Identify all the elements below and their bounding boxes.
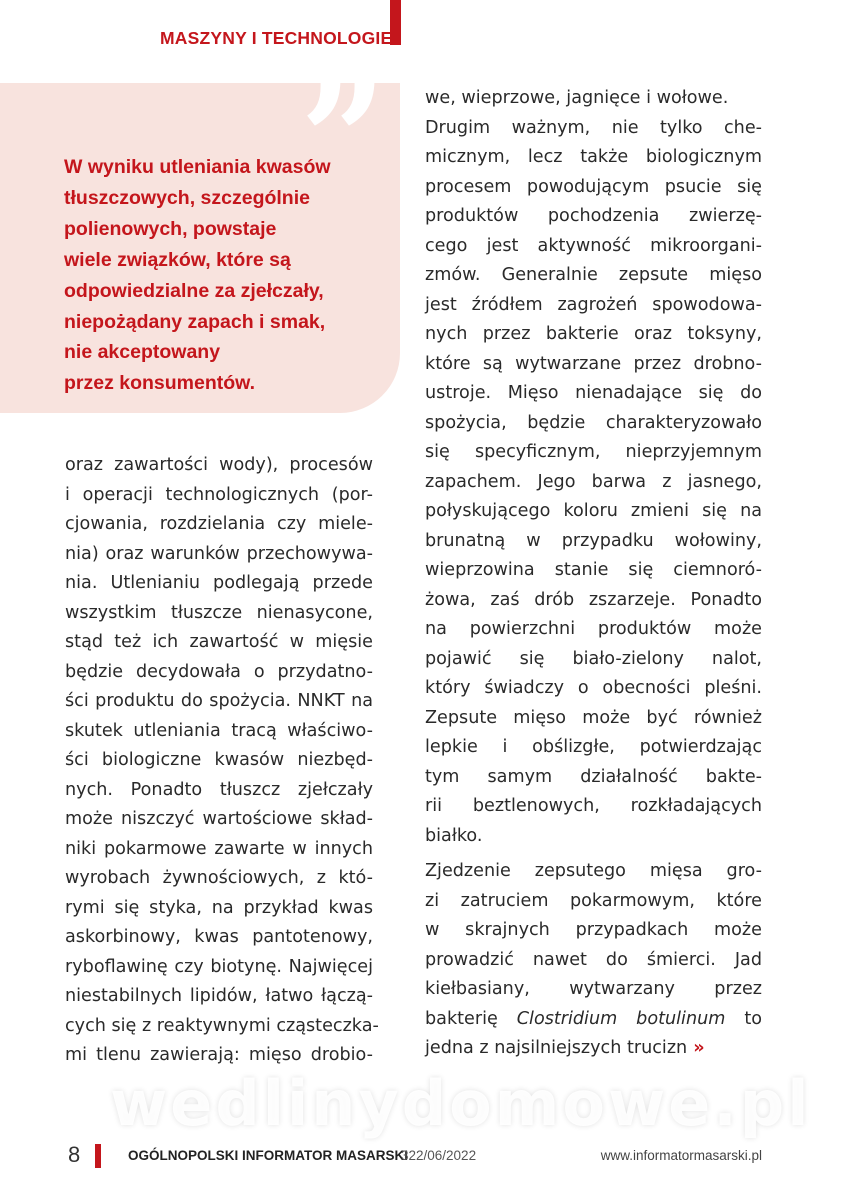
pull-quote-line: niepożądany zapach i smak, [64, 310, 326, 333]
text-line: tym samym działalność bakte- [425, 766, 762, 787]
text-line: prowadzić nawet do śmierci. Jad [425, 949, 762, 970]
pull-quote [64, 152, 384, 399]
text-line: które są wytwarzane przez drobno- [425, 353, 762, 374]
text-line: skutek utleniania tracą właściwo- [65, 720, 373, 741]
text-line: Zepsute mięso może być również [425, 707, 762, 728]
issue-number: 322/06/2022 [401, 1148, 477, 1163]
text-line: na powierzchni produktów może [425, 619, 762, 639]
text-line: ści biologiczne kwasów niezbęd- [65, 750, 373, 770]
pull-quote-line: tłuszczowych, szczególnie [64, 186, 310, 209]
text-line: Zjedzenie zepsutego mięsa gro- [425, 861, 762, 881]
text-line: askorbinowy, kwas pantotenowy, [65, 927, 373, 947]
text-line: stąd też ich zawartość w mięsie [65, 632, 373, 652]
text-line: wieprzowina stanie się ciemnoró- [425, 560, 762, 580]
pull-quote-line: nie akceptowany [64, 341, 221, 364]
text-line: ustroje. Mięso nienadające się do [425, 383, 762, 403]
pull-quote-line: odpowiedzialne za zjełczały, [64, 279, 324, 302]
text-line: się specyficznym, nieprzyjemnym [425, 442, 762, 462]
continue-chevron-icon: » [693, 1038, 705, 1058]
text-line: żowa, zaś drób zszarzeje. Ponadto [425, 589, 762, 610]
text-line: produktów pochodzenia zwierzę- [425, 206, 762, 226]
text-line: jedna z najsilniejszych trucizn » [425, 1038, 705, 1058]
text-line: lepkie i obślizgłe, potwierdzając [425, 737, 762, 757]
footer-accent-bar [95, 1144, 101, 1168]
text-line: micznym, lecz także biologicznym [425, 147, 762, 167]
text-line: bakterię Clostridium botulinum to [425, 1008, 762, 1029]
pull-quote-line: przez konsumentów. [64, 372, 256, 395]
text-line: nia. Utlenianiu podlegają przede [65, 573, 373, 593]
pull-quote-line: polienowych, powstaje [64, 217, 277, 240]
text-line: zi zatruciem pokarmowym, które [425, 890, 762, 911]
text-line: zmów. Generalnie zepsute mięso [425, 265, 762, 285]
website-link[interactable]: www.informatormasarski.pl [600, 1148, 762, 1163]
pull-quote-line: W wyniku utleniania kwasów [64, 156, 331, 178]
text-line: niestabilnych lipidów, łatwo łączą- [65, 986, 373, 1006]
text-line: kiełbasiany, wytwarzany przez [425, 979, 762, 999]
text-line: spożycia, będzie charakteryzowało [425, 412, 762, 433]
text-line: rymi się styka, na przykład kwas [65, 897, 373, 918]
page-footer [0, 1142, 843, 1172]
text-line: wyrobach żywnościowych, z któ- [65, 868, 373, 888]
text-line: ryboflawinę czy biotynę. Najwięcej [65, 956, 373, 977]
text-line: nia) oraz warunków przechowywa- [65, 543, 373, 564]
text-line: pojawić się biało-zielony nalot, [425, 648, 762, 669]
text-line: może niszczyć wartościowe skład- [65, 809, 373, 829]
watermark: wedlinydomowe.pl [110, 1067, 812, 1140]
text-line: Drugim ważnym, nie tylko che- [425, 117, 762, 138]
publication-name: OGÓLNOPOLSKI INFORMATOR MASARSKI [128, 1148, 408, 1163]
text-line: rii beztlenowych, rozkładających [425, 796, 762, 816]
text-line: procesem powodującym psucie się [425, 176, 762, 197]
text-line: niki pokarmowe zawarte w innych [65, 838, 373, 859]
text-line: ści produktu do spożycia. NNKT na [65, 691, 373, 711]
pull-quote-line: wiele związków, które są [64, 248, 291, 271]
text-line: nych. Ponadto tłuszcz zjełczały [65, 779, 373, 800]
text-line: nych przez bakterie oraz toksyny, [425, 324, 762, 344]
text-line: połyskującego koloru zmieni się na [425, 501, 762, 521]
text-line: będzie decydowała o przydatno- [65, 661, 373, 682]
page-number: 8 [68, 1142, 81, 1167]
article-column-left [65, 451, 379, 1071]
text-line: białko. [425, 825, 483, 846]
article-column-right [425, 84, 762, 1064]
text-line: zapachem. Jego barwa z jasnego, [425, 471, 762, 492]
text-line: cych się z reaktywnymi cząsteczka- [65, 1015, 379, 1036]
text-line: wszystkim tłuszcze nienasycone, [65, 602, 373, 623]
text-line: oraz zawartości wody), procesów [65, 455, 373, 475]
text-line: mi tlenu zawierają: mięso drobio- [65, 1045, 373, 1065]
text-line: cjowania, rozdzielania czy miele- [65, 514, 373, 534]
quote-mark-icon: ” [300, 52, 387, 228]
text-line: cego jest aktywność mikroorgani- [425, 235, 762, 256]
text-line: który świadczy o obecności pleśni. [425, 678, 762, 698]
text-line: we, wieprzowe, jagnięce i wołowe. [425, 88, 729, 108]
section-title: MASZYNY I TECHNOLOGIE [160, 28, 393, 48]
text-line: brunatną w przypadku wołowiny, [425, 530, 762, 551]
text-line: w skrajnych przypadkach może [425, 920, 762, 940]
text-line: jest źródłem zagrożeń spowodowa- [425, 294, 762, 315]
text-line: i operacji technologicznych (por- [65, 484, 373, 505]
